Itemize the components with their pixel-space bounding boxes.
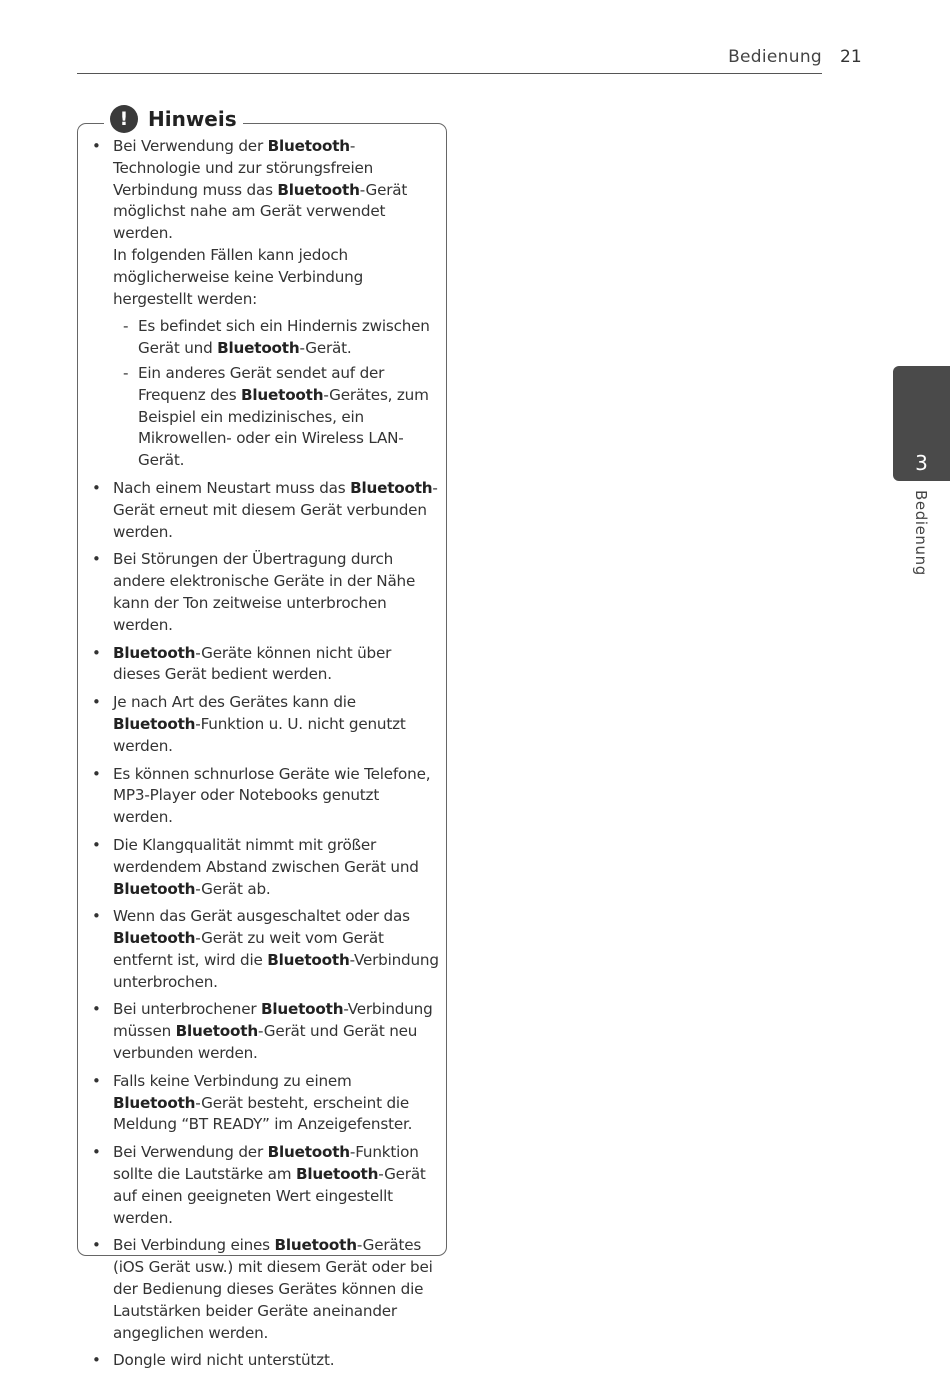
note-item: [92, 835, 440, 900]
text-run: Ein anderes Gerät sendet auf der Frequenz des: [138, 363, 385, 404]
bluetooth-term: Bluetooth: [267, 1143, 350, 1162]
note-item-text: [113, 1071, 440, 1136]
bullet-icon: •: [92, 1351, 101, 1370]
note-item: [92, 478, 440, 543]
bluetooth-term: Bluetooth: [267, 950, 350, 969]
note-item-text: [113, 906, 440, 993]
text-run: -Gerät ab.: [195, 879, 271, 898]
text-run: In folgenden Fällen kann jedoch möglicherweise keine Verbindung hergestellt werden:: [113, 245, 364, 308]
note-subitem-list: [113, 316, 440, 472]
note-item-text: [113, 643, 440, 687]
bluetooth-term: Bluetooth: [261, 1000, 344, 1019]
text-run: Wenn das Gerät ausgeschaltet oder das: [113, 907, 410, 926]
text-run: Dongle wird nicht unterstützt.: [113, 1351, 335, 1370]
text-run: Bei Verbindung eines: [113, 1236, 275, 1255]
bluetooth-term: Bluetooth: [241, 385, 324, 404]
bluetooth-term: Bluetooth: [113, 1093, 196, 1112]
chapter-label: Bedienung: [912, 490, 930, 576]
bluetooth-term: Bluetooth: [267, 137, 350, 155]
note-item: [92, 1350, 440, 1372]
note-item: [92, 1142, 440, 1229]
header-divider: [77, 73, 822, 74]
text-run: Falls keine Verbindung zu einem: [113, 1071, 352, 1090]
note-item: [92, 999, 440, 1064]
text-run: Bei unterbrochener: [113, 1000, 262, 1019]
text-run: -Gerät auf einen geeigneten Wert eingestellt werden.: [113, 1165, 426, 1227]
bluetooth-term: Bluetooth: [274, 1236, 357, 1255]
bluetooth-term: Bluetooth: [113, 643, 196, 662]
note-item-text: [113, 692, 440, 757]
text-run: -Gerätes, zum Beispiel ein medizinisches, ein Mikrowellen- oder ein Wireless LAN-Gerät.: [138, 385, 429, 470]
text-run: -Technologie und zur störungsfreien Verbindung muss das: [113, 137, 374, 199]
bullet-icon: •: [92, 1236, 101, 1255]
text-run: -Geräte können nicht über dieses Gerät bedient werden.: [113, 643, 392, 684]
note-item: [92, 692, 440, 757]
note-item-text: [113, 1235, 440, 1344]
note-item-text: [113, 999, 440, 1064]
header-section-title: Bedienung: [728, 47, 822, 67]
note-item-text: [113, 136, 440, 245]
text-run: Bei Verwendung der: [113, 1143, 268, 1162]
bluetooth-term: Bluetooth: [295, 1165, 379, 1184]
note-item: [92, 136, 440, 472]
note-item-extra-text: [113, 245, 440, 310]
bluetooth-term: Bluetooth: [113, 929, 196, 948]
note-list: [92, 136, 440, 1378]
note-item: [92, 643, 440, 687]
bullet-icon: •: [92, 550, 101, 569]
bullet-icon: •: [92, 1143, 101, 1162]
bluetooth-term: Bluetooth: [217, 339, 300, 358]
bullet-icon: •: [92, 137, 101, 155]
note-item: [92, 1235, 440, 1344]
text-run: Bei Störungen der Übertragung durch andere elektronische Geräte in der Nähe kann der Ton zeitweise unterbrochen werden.: [113, 550, 416, 634]
exclamation-icon: !: [110, 105, 138, 133]
bluetooth-term: Bluetooth: [175, 1022, 258, 1041]
bluetooth-term: Bluetooth: [113, 879, 196, 898]
text-run: Es befindet sich ein Hindernis zwischen Gerät und: [138, 317, 430, 358]
text-run: -Gerät zu weit vom Gerät entfernt ist, wird die: [113, 929, 384, 969]
text-run: -Verbindung unterbrochen.: [113, 950, 439, 991]
text-run: -Gerätes (iOS Gerät usw.) mit diesem Gerät oder bei der Bedienung dieses Gerätes können die Lautstärken beider Geräte aneinander angeglichen werden.: [113, 1236, 433, 1342]
text-run: -Gerät besteht, erscheint die Meldung “BT READY” im Anzeigefenster.: [113, 1093, 413, 1134]
note-item-text: [113, 1350, 440, 1372]
text-run: -Gerät und Gerät neu verbunden werden.: [113, 1022, 418, 1063]
note-item-text: [113, 1142, 440, 1229]
note-subitem-text: [138, 364, 429, 469]
bullet-icon: •: [92, 1000, 101, 1019]
bullet-icon: •: [92, 1071, 101, 1090]
text-run: Bei Verwendung der: [113, 137, 268, 155]
note-item-text: [113, 764, 440, 829]
text-run: -Funktion u. U. nicht genutzt werden.: [113, 714, 406, 755]
bullet-icon: •: [92, 643, 101, 662]
text-run: -Verbindung müssen: [113, 1000, 433, 1041]
text-run: -Gerät.: [299, 339, 352, 358]
text-run: -Funktion sollte die Lautstärke am: [113, 1143, 419, 1184]
chapter-number: 3: [915, 451, 928, 475]
bullet-icon: •: [92, 478, 101, 497]
bullet-icon: •: [92, 907, 101, 926]
text-run: Nach einem Neustart muss das: [113, 478, 351, 497]
bluetooth-term: Bluetooth: [113, 714, 196, 733]
bluetooth-term: Bluetooth: [350, 478, 433, 497]
note-item-text: [113, 835, 440, 900]
note-item: [92, 906, 440, 993]
chapter-tab: [893, 366, 950, 481]
bullet-icon: •: [92, 693, 101, 712]
bluetooth-term: Bluetooth: [277, 180, 360, 199]
text-run: Es können schnurlose Geräte wie Telefone, MP3-Player oder Notebooks genutzt werden.: [113, 764, 431, 827]
note-subitem-text: [138, 317, 430, 357]
note-item-text: [113, 549, 440, 636]
text-run: Je nach Art des Gerätes kann die: [113, 693, 356, 712]
dash-icon: -: [123, 363, 129, 382]
text-run: -Gerät erneut mit diesem Gerät verbunden werden.: [113, 478, 438, 541]
note-subitem: [113, 316, 440, 360]
note-item-text: [113, 478, 440, 543]
text-run: -Gerät möglichst nahe am Gerät verwendet werden.: [113, 180, 408, 243]
note-item: [92, 549, 440, 636]
note-item: [92, 764, 440, 829]
note-subitem: [113, 363, 440, 472]
note-item: [92, 1071, 440, 1136]
page-number: 21: [840, 47, 862, 67]
dash-icon: -: [123, 317, 129, 336]
note-title: Hinweis: [148, 107, 237, 131]
text-run: Die Klangqualität nimmt mit größer werdendem Abstand zwischen Gerät und: [113, 835, 419, 876]
note-heading: [104, 103, 243, 135]
bullet-icon: •: [92, 835, 101, 854]
bullet-icon: •: [92, 764, 101, 783]
